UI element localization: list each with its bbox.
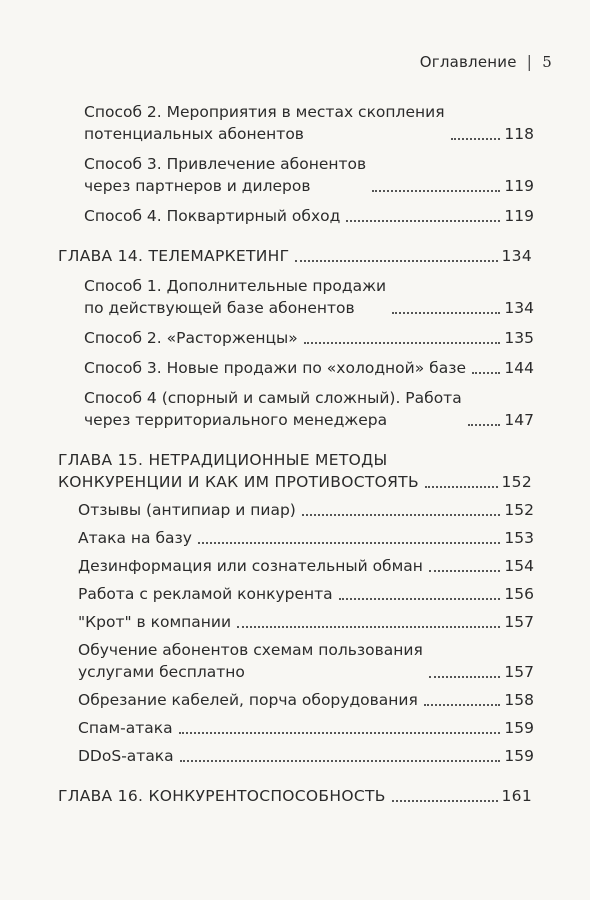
entry-title: Обрезание кабелей, порча оборудования bbox=[78, 691, 418, 709]
dot-leader bbox=[339, 598, 501, 600]
entry-title: Способ 4. Поквартирный обход bbox=[84, 207, 341, 225]
entry-page-number: 158 bbox=[504, 691, 534, 709]
entry-page-number: 157 bbox=[504, 663, 534, 681]
table-of-contents bbox=[0, 95, 590, 807]
dot-leader bbox=[429, 676, 501, 678]
entry-page-number: 147 bbox=[504, 411, 534, 429]
entry-title: Спам-атака bbox=[78, 719, 173, 737]
entry-page-number: 159 bbox=[504, 719, 534, 737]
dot-leader bbox=[468, 424, 501, 426]
entry-page-number: 119 bbox=[504, 207, 534, 225]
toc-entry bbox=[0, 689, 590, 711]
dot-leader bbox=[179, 732, 501, 734]
dot-leader bbox=[451, 138, 501, 140]
dot-leader bbox=[304, 342, 501, 344]
entry-page-number: 119 bbox=[504, 177, 534, 195]
dot-leader bbox=[198, 542, 500, 544]
toc-entry bbox=[0, 611, 590, 633]
toc-chapter-entry bbox=[0, 785, 590, 807]
entry-title: DDoS-атака bbox=[78, 747, 174, 765]
toc-entry bbox=[0, 387, 590, 431]
entry-title: Атака на базу bbox=[78, 529, 192, 547]
entry-title: Способ 2. «Расторженцы» bbox=[84, 329, 298, 347]
dot-leader bbox=[295, 260, 497, 262]
entry-title: Способ 1. Дополнительные продажи по действующей базе абонентов bbox=[84, 277, 387, 317]
dot-leader bbox=[302, 514, 501, 516]
toc-entry bbox=[0, 153, 590, 197]
entry-title: ГЛАВА 15. НЕТРАДИЦИОННЫЕ МЕТОДЫ КОНКУРЕНЦИИ И КАК ИМ ПРОТИВОСТОЯТЬ bbox=[58, 451, 419, 491]
entry-title: "Крот" в компании bbox=[78, 613, 232, 631]
entry-page-number: 144 bbox=[504, 359, 534, 377]
entry-title: Обучение абонентов схемам пользования услугами бесплатно bbox=[78, 641, 423, 681]
entry-page-number: 153 bbox=[504, 529, 534, 547]
dot-leader bbox=[392, 312, 500, 314]
entry-page-number: 152 bbox=[501, 473, 532, 491]
entry-page-number: 156 bbox=[504, 585, 534, 603]
toc-entry bbox=[0, 205, 590, 227]
entry-page-number: 154 bbox=[504, 557, 534, 575]
entry-title: ГЛАВА 16. КОНКУРЕНТОСПОСОБНОСТЬ bbox=[58, 787, 386, 805]
entry-title: Отзывы (антипиар и пиар) bbox=[78, 501, 296, 519]
entry-page-number: 159 bbox=[504, 747, 534, 765]
running-header bbox=[420, 52, 552, 71]
entry-page-number: 157 bbox=[504, 613, 534, 631]
toc-entry bbox=[0, 583, 590, 605]
entry-title: Дезинформация или сознательный обман bbox=[78, 557, 423, 575]
toc-entry bbox=[0, 101, 590, 145]
toc-entry bbox=[0, 527, 590, 549]
toc-entry bbox=[0, 275, 590, 319]
entry-title: Способ 3. Привлечение абонентов через партнеров и дилеров bbox=[84, 155, 367, 195]
toc-entry bbox=[0, 357, 590, 379]
dot-leader bbox=[180, 760, 501, 762]
entry-page-number: 134 bbox=[501, 247, 532, 265]
toc-chapter-entry bbox=[0, 245, 590, 267]
section-title: Оглавление bbox=[419, 52, 517, 71]
toc-chapter-entry bbox=[0, 449, 590, 493]
dot-leader bbox=[425, 486, 498, 488]
entry-page-number: 135 bbox=[504, 329, 534, 347]
dot-leader bbox=[346, 220, 500, 222]
entry-page-number: 152 bbox=[504, 501, 534, 519]
toc-entry bbox=[0, 327, 590, 349]
dot-leader bbox=[372, 190, 500, 192]
toc-entry bbox=[0, 639, 590, 683]
toc-entry bbox=[0, 717, 590, 739]
page-number: 5 bbox=[542, 52, 552, 71]
toc-entry bbox=[0, 499, 590, 521]
entry-title: Способ 2. Мероприятия в местах скопления потенциальных абонентов bbox=[84, 103, 445, 143]
entry-page-number: 161 bbox=[501, 787, 532, 805]
entry-title: Способ 4 (спорный и самый сложный). Работа через территориального менеджера bbox=[84, 389, 462, 429]
entry-title: Способ 3. Новые продажи по «холодной» базе bbox=[84, 359, 466, 377]
dot-leader bbox=[472, 372, 500, 374]
dot-leader bbox=[237, 626, 500, 628]
entry-title: Работа с рекламой конкурента bbox=[78, 585, 333, 603]
toc-entry bbox=[0, 745, 590, 767]
entry-page-number: 118 bbox=[504, 125, 534, 143]
toc-entry bbox=[0, 555, 590, 577]
entry-title: ГЛАВА 14. ТЕЛЕМАРКЕТИНГ bbox=[58, 247, 290, 265]
header-separator: | bbox=[526, 52, 533, 71]
dot-leader bbox=[429, 570, 500, 572]
entry-page-number: 134 bbox=[504, 299, 534, 317]
dot-leader bbox=[424, 704, 501, 706]
dot-leader bbox=[392, 800, 498, 802]
